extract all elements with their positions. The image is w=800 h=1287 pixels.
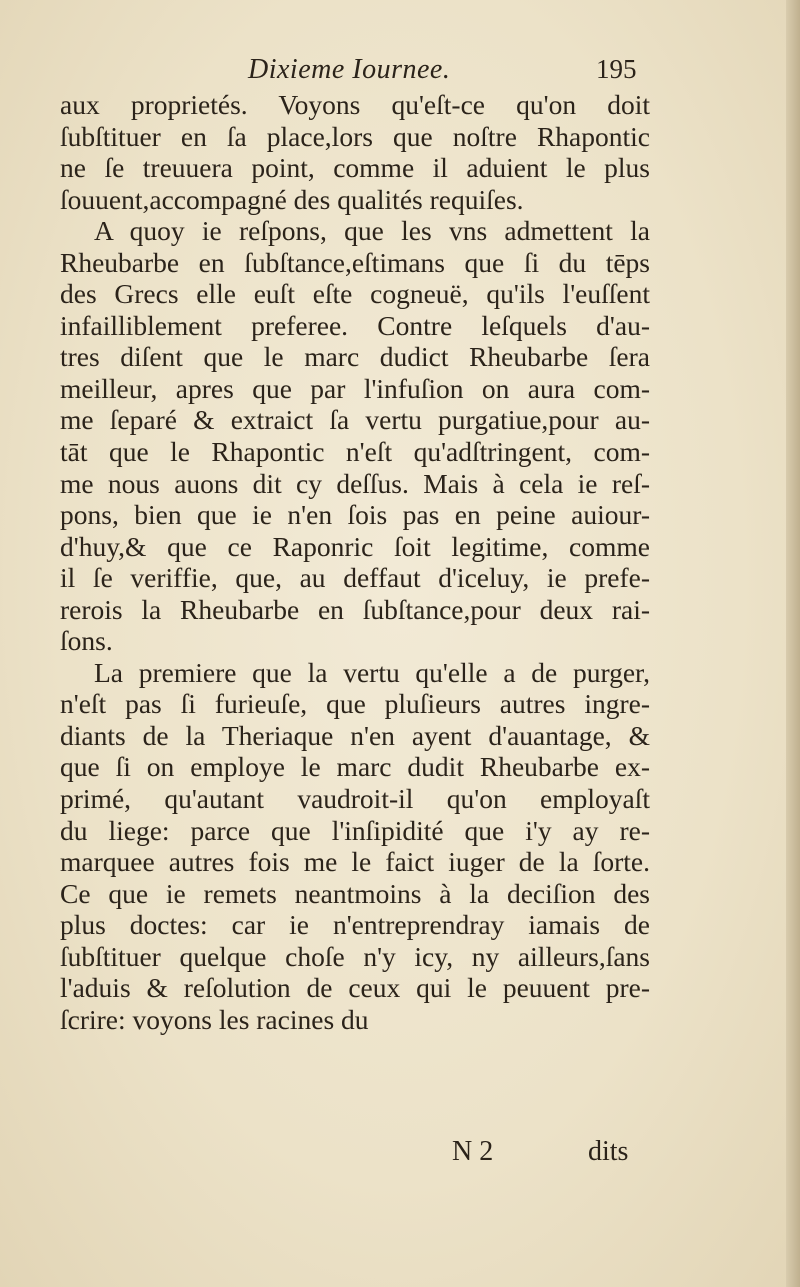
text-line: ſcrire: voyons les racines du bbox=[60, 1003, 369, 1035]
text-line: meilleur, apres que par l'infuſion on aura com- bbox=[60, 372, 650, 404]
text-line: ne ſe treuuera point, comme il aduient le plus bbox=[60, 152, 650, 184]
signature-mark: N 2 bbox=[452, 1136, 494, 1167]
text-line: ſouuent,accompagné des qualités requiſes. bbox=[60, 183, 524, 215]
page-gutter bbox=[786, 0, 800, 1287]
text-line: l'aduis & reſolution de ceux qui le peuuent pre- bbox=[60, 972, 650, 1004]
paragraph-start-line: La premiere que la vertu qu'elle a de purger, bbox=[94, 656, 650, 688]
text-line: me ſeparé & extraict ſa vertu purgatiue,pour au- bbox=[60, 404, 650, 436]
text-line: plus doctes: car ie n'entreprendray iamais de bbox=[60, 909, 650, 941]
text-line: tāt que le Rhapontic n'eſt qu'adſtringent, com- bbox=[60, 436, 650, 468]
text-line: d'huy,& que ce Raponric ſoit legitime, comme bbox=[60, 530, 650, 562]
text-line: du liege: parce que l'inſipidité que i'y ay re- bbox=[60, 814, 650, 846]
running-title: Dixieme Iournee. bbox=[248, 54, 451, 85]
page-footer bbox=[0, 1136, 800, 1176]
page-number: 195 bbox=[596, 54, 637, 84]
text-line: diants de la Theriaque n'en ayent d'auantage, & bbox=[60, 719, 650, 751]
text-line: tres diſent que le marc dudict Rheubarbe ſera bbox=[60, 341, 650, 373]
text-line: aux proprietés. Voyons qu'eſt-ce qu'on doit bbox=[60, 89, 650, 120]
text-line: ſons. bbox=[60, 625, 113, 657]
text-line: marquee autres fois me le faict iuger de la ſorte. bbox=[60, 846, 650, 878]
body-text bbox=[60, 89, 650, 1035]
text-line: ſubſtituer en ſa place,lors que noſtre Rhapontic bbox=[60, 120, 650, 152]
text-line: pons, bien que ie n'en ſois pas en peine auiour- bbox=[60, 499, 650, 531]
text-line: me nous auons dit cy deſſus. Mais à cela ie reſ- bbox=[60, 467, 650, 499]
text-line: infailliblement preferee. Contre leſquels d'au- bbox=[60, 309, 650, 341]
text-line: n'eſt pas ſi furieuſe, que pluſieurs autres ingre- bbox=[60, 688, 650, 720]
text-line: rerois la Rheubarbe en ſubſtance,pour deux rai- bbox=[60, 593, 650, 625]
text-line: que ſi on employe le marc dudit Rheubarbe ex- bbox=[60, 751, 650, 783]
text-line: ſubſtituer quelque choſe n'y icy, ny ailleurs,ſans bbox=[60, 940, 650, 972]
text-line: des Grecs elle euſt eſte cogneuë, qu'ils l'euſſent bbox=[60, 278, 650, 310]
text-line: il ſe veriffie, que, au deffaut d'iceluy, ie prefe- bbox=[60, 562, 650, 594]
text-line: Ce que ie remets neantmoins à la deciſion des bbox=[60, 877, 650, 909]
text-line: Rheubarbe en ſubſtance,eſtimans que ſi du tēps bbox=[60, 246, 650, 278]
paragraph-start-line: A quoy ie reſpons, que les vns admettent la bbox=[94, 215, 650, 247]
catchword: dits bbox=[588, 1136, 629, 1167]
text-line: primé, qu'autant vaudroit-il qu'on employaſt bbox=[60, 783, 650, 815]
page-header bbox=[0, 54, 800, 94]
